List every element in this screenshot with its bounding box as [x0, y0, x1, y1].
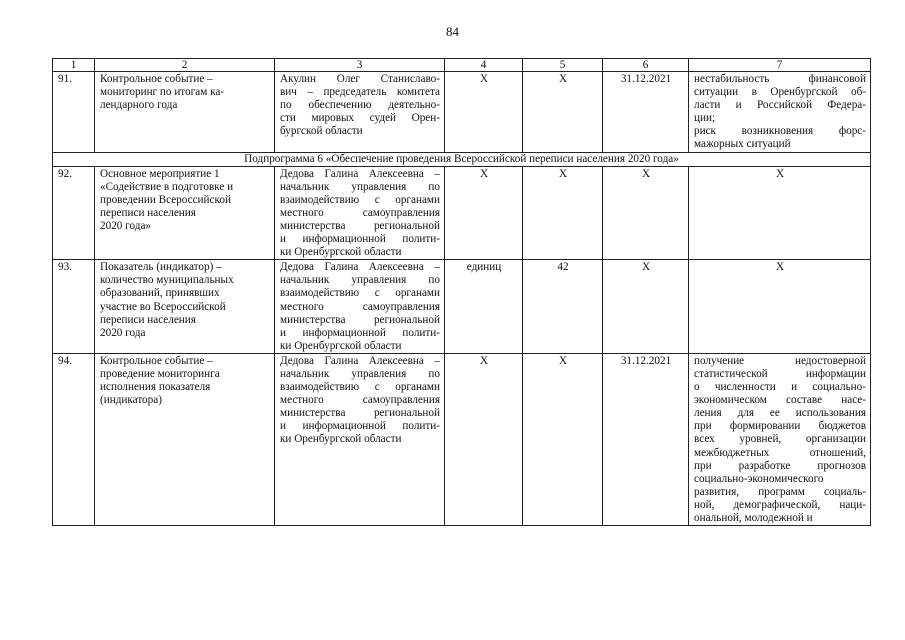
text-line: мажорных ситуаций	[694, 138, 791, 151]
event-name	[95, 72, 275, 153]
event-name	[95, 166, 275, 260]
subprogram-title: Подпрограмма 6 «Обеспечение проведения Всероссийской переписи населения 2020 года»	[53, 152, 871, 166]
column-header: 1	[53, 59, 95, 72]
text-line: образований, принявших	[100, 287, 220, 300]
text-line: местного самоуправления	[280, 300, 440, 313]
text-line: взаимодействию с органами	[280, 381, 440, 394]
text-line: Контрольное событие –	[100, 354, 213, 367]
responsible-person	[275, 166, 445, 260]
text-line: лендарного года	[100, 99, 178, 112]
text-line: взаимодействию с органами	[280, 287, 440, 300]
text-line: Акулин Олег Станиславо-	[280, 73, 440, 85]
text-line: проведение мониторинга	[100, 367, 220, 380]
text-line: при формировании бюджетов	[694, 420, 866, 433]
event-name	[95, 260, 275, 354]
text-line: ональной, молодежной и	[694, 512, 813, 524]
table-row	[53, 166, 871, 260]
text-line: Основное мероприятие 1	[100, 167, 220, 180]
text-line: Контрольное событие –	[100, 73, 213, 85]
text-line: взаимодействию с органами	[280, 193, 440, 206]
text-line: и информационной полити-	[280, 326, 440, 339]
text-line: переписи населения	[100, 313, 196, 326]
text-line: «Содействие в подготовке и	[100, 180, 234, 193]
text-line: начальник управления по	[280, 367, 440, 380]
event-name	[95, 353, 275, 525]
value-cell: Х	[523, 72, 603, 153]
text-line: и информационной полити-	[280, 233, 440, 246]
table-row	[53, 353, 871, 525]
text-line: ки Оренбургской области	[280, 246, 402, 259]
text-line: и информационной полити-	[280, 420, 440, 433]
text-line: по обеспечению деятельно-	[280, 99, 440, 112]
unit-cell: единиц	[445, 260, 523, 354]
text-line: 2020 года»	[100, 219, 152, 232]
risk-cell: Х	[689, 166, 871, 260]
page-number: 84	[446, 24, 459, 39]
risk-cell: Х	[689, 260, 871, 354]
responsible-person	[275, 353, 445, 525]
text-line: бургской области	[280, 125, 363, 138]
unit-cell: Х	[445, 166, 523, 260]
column-header-row	[53, 59, 871, 72]
text-line: межбюджетных отношений,	[694, 446, 866, 459]
column-header: 6	[603, 59, 689, 72]
text-line: развития, программ социаль-	[694, 485, 866, 498]
text-line: начальник управления по	[280, 274, 440, 287]
column-header: 5	[523, 59, 603, 72]
row-number: 94.	[53, 353, 95, 525]
date-cell: 31.12.2021	[603, 72, 689, 153]
text-line: местного самоуправления	[280, 206, 440, 219]
date-cell: Х	[603, 166, 689, 260]
row-number: 93.	[53, 260, 95, 354]
value-cell: Х	[523, 166, 603, 260]
text-line: статистической информации	[694, 367, 866, 380]
text-line: министерства региональной	[280, 219, 440, 232]
risk-cell	[689, 353, 871, 525]
text-line: Дедова Галина Алексеевна –	[280, 261, 440, 274]
text-line: ситуации в Оренбургской об-	[694, 86, 866, 99]
value-cell: Х	[523, 353, 603, 525]
text-line: ной, демографической, наци-	[694, 498, 866, 511]
text-line: Показатель (индикатор) –	[100, 261, 222, 274]
text-line: о численности и социально-	[694, 381, 866, 394]
text-line: местного самоуправления	[280, 394, 440, 407]
column-header: 4	[445, 59, 523, 72]
text-line: начальник управления по	[280, 180, 440, 193]
unit-cell: Х	[445, 72, 523, 153]
text-line: риск возникновения форс-	[694, 125, 866, 138]
text-line: 2020 года	[100, 326, 146, 339]
column-header: 2	[95, 59, 275, 72]
text-line: (индикатора)	[100, 394, 162, 407]
text-line: вич – председатель комитета	[280, 86, 440, 99]
risk-cell	[689, 72, 871, 153]
text-line: переписи населения	[100, 206, 196, 219]
text-line: Дедова Галина Алексеевна –	[280, 167, 440, 180]
text-line: получение недостоверной	[694, 354, 866, 367]
responsible-person	[275, 72, 445, 153]
column-header: 7	[689, 59, 871, 72]
text-line: экономическом составе насе-	[694, 394, 866, 407]
row-number: 91.	[53, 72, 95, 153]
text-line: нестабильность финансовой	[694, 73, 866, 85]
subprogram-row	[53, 152, 871, 166]
responsible-person	[275, 260, 445, 354]
text-line: ции;	[694, 112, 716, 125]
table-row	[53, 72, 871, 153]
text-line: количество муниципальных	[100, 274, 234, 287]
text-line: мониторинг по итогам ка-	[100, 86, 225, 99]
column-header: 3	[275, 59, 445, 72]
text-line: всех уровней, организации	[694, 433, 866, 446]
value-cell: 42	[523, 260, 603, 354]
text-line: ки Оренбургской области	[280, 339, 402, 352]
text-line: министерства региональной	[280, 313, 440, 326]
text-line: министерства региональной	[280, 407, 440, 420]
text-line: исполнения показателя	[100, 381, 211, 394]
text-line: ки Оренбургской области	[280, 433, 402, 446]
text-line: социально-экономического	[694, 472, 824, 485]
table-row	[53, 260, 871, 354]
plan-table	[52, 58, 871, 526]
row-number: 92.	[53, 166, 95, 260]
text-line: Дедова Галина Алексеевна –	[280, 354, 440, 367]
date-cell: Х	[603, 260, 689, 354]
unit-cell: Х	[445, 353, 523, 525]
text-line: сти мировых судей Орен-	[280, 112, 440, 125]
text-line: ления для ее использования	[694, 407, 866, 420]
text-line: при разработке прогнозов	[694, 459, 866, 472]
date-cell: 31.12.2021	[603, 353, 689, 525]
text-line: участие во Всероссийской	[100, 300, 226, 313]
text-line: ласти и Российской Федера-	[694, 99, 866, 112]
text-line: проведении Всероссийской	[100, 193, 231, 206]
